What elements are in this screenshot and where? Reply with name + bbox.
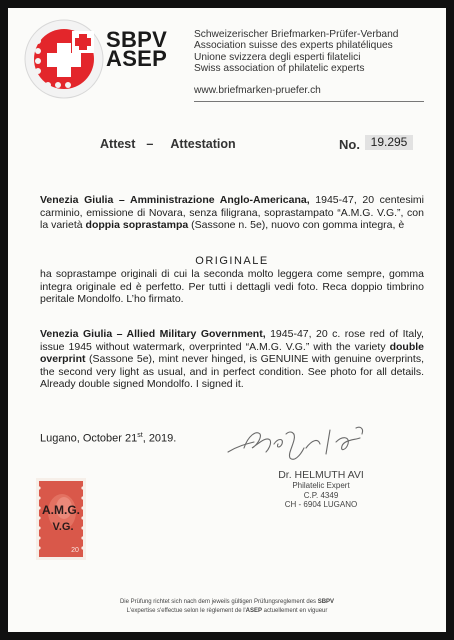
- brand-bottom: ASEP: [106, 46, 168, 71]
- date-year: , 2019.: [142, 432, 177, 445]
- expert-box: C.P. 4349: [303, 490, 339, 500]
- italian-text-b: (Sassone n. 5e), nuovo con gomma integra, è: [188, 219, 405, 231]
- certificate-page: [8, 8, 446, 632]
- brand-logotype: [106, 27, 168, 71]
- stamp-photo: [36, 478, 86, 560]
- italian-description: [40, 194, 424, 232]
- association-de: Schweizerischer Briefmarken-Prüfer-Verband: [194, 29, 399, 40]
- issue-date: [40, 432, 176, 445]
- stamp-value: 20: [71, 547, 79, 554]
- english-text-a: 1945-47, 20 c. rose red of Italy, issue 1945 without watermark, overprinted “A.M.G. V.G.” with the variety: [40, 328, 424, 353]
- association-it: Unione svizzera degli esperti filatelici: [194, 51, 361, 63]
- footer-line-fr: L'expertise s'effectue selon le règlement de l'ASEP actuellement en vigueur: [126, 608, 328, 614]
- handwritten-signature: [226, 418, 376, 464]
- italian-verdict: ORIGINALE: [195, 255, 269, 267]
- date-place: Lugano, October 21: [40, 432, 138, 445]
- attest-heading: [100, 137, 236, 151]
- number-label: No.: [339, 137, 360, 152]
- expert-block: [246, 469, 396, 510]
- english-title: Venezia Giulia – Allied Military Government,: [40, 328, 266, 340]
- italian-variety: doppia soprastampa: [85, 219, 189, 231]
- brand-top: SBPV: [106, 27, 168, 52]
- certificate-number: 19.295: [365, 135, 413, 150]
- italian-details: ha soprastampe originali di cui la seconda molto leggera come sempre, gomma integra originale ed è perfetto. Per tutti i dettagli vedi foto. Reca doppio timbrino peritale Mondolfo. L’ho firmato.: [40, 268, 424, 305]
- expert-city: CH - 6904 LUGANO: [284, 500, 358, 509]
- overprint-line-1: A.M.G.: [42, 503, 80, 517]
- expert-name: Dr. HELMUTH AVI: [278, 469, 364, 481]
- english-text-b: (Sassone 5e), mint never hinged, is GENUINE with genuine overprints, the second very light as usual, and in perfect condition. See photo for all details. Already double signed Mondolfo. I signed it.: [40, 353, 424, 390]
- website-link[interactable]: www.briefmarken-pruefer.ch: [194, 85, 321, 96]
- overprint-line-2: V.G.: [52, 521, 74, 533]
- association-en: Swiss association of philatelic experts: [194, 62, 365, 74]
- footer-note: [8, 598, 446, 616]
- english-description: [40, 328, 424, 391]
- english-variety: double overprint: [40, 340, 424, 365]
- association-fr: Association suisse des experts philatéliques: [194, 40, 393, 52]
- header-divider: [194, 101, 424, 102]
- attest-label: Attest: [100, 137, 136, 151]
- attestation-label: Attestation: [170, 137, 236, 151]
- attest-dash: –: [146, 137, 154, 151]
- italian-text-a: 1945-47, 20 centesimi carminio, emissione di Novara, senza filigrana, soprastampato “A.M.G. V.G.”, con la varietà: [40, 194, 424, 231]
- italian-title: Venezia Giulia – Amministrazione Anglo-Americana,: [40, 194, 310, 206]
- swiss-cross-stamp-icon: [24, 19, 104, 99]
- date-suffix: st: [137, 432, 143, 439]
- association-names: [194, 29, 398, 74]
- expert-title: Philatelic Expert: [292, 481, 350, 490]
- footer-line-de: Die Prüfung richtet sich nach dem jeweils gültigen Prüfungsreglement des SBPV: [119, 599, 335, 605]
